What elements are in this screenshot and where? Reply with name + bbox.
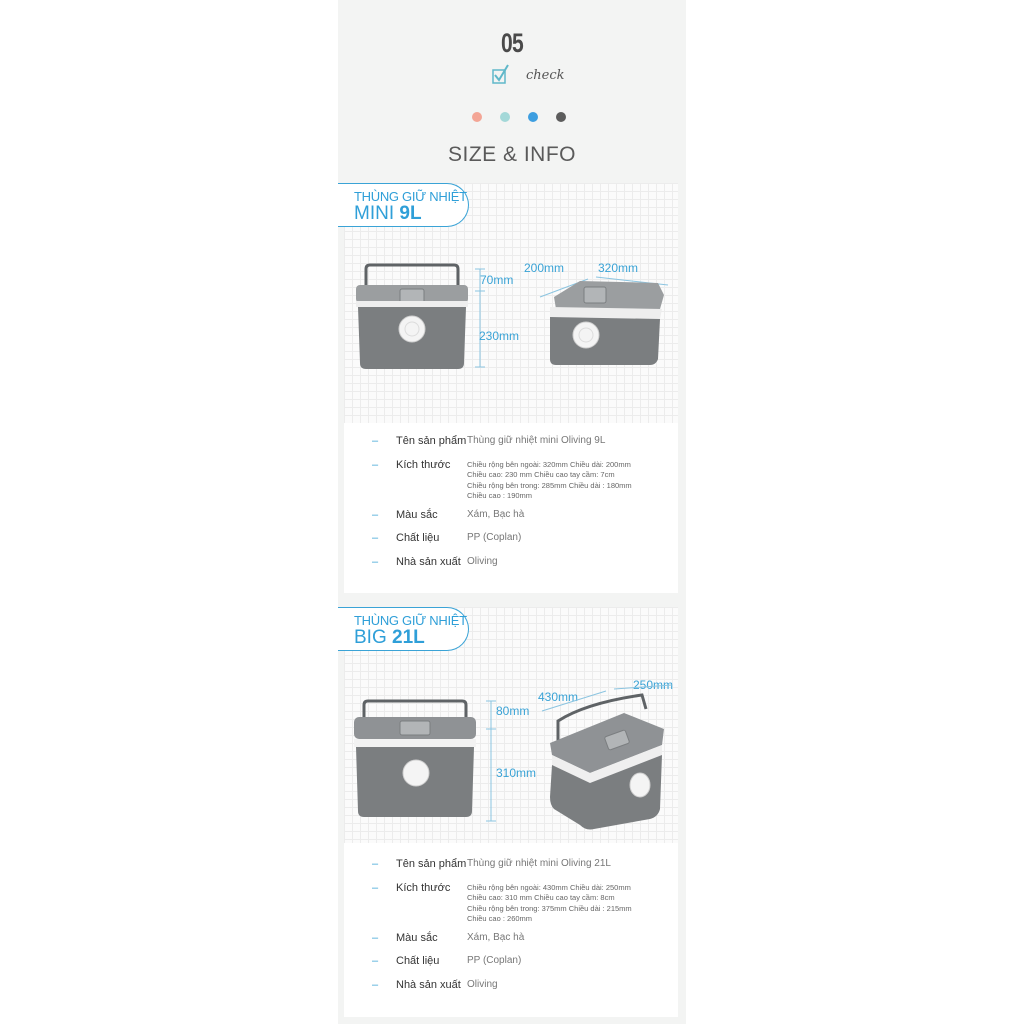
product-badge-big (338, 607, 469, 651)
cooler-front-view (352, 699, 482, 829)
color-dot-mint[interactable] (500, 112, 510, 122)
section-heading: SIZE & INFO (447, 143, 576, 166)
color-dot-gray[interactable] (556, 112, 566, 122)
width-label: 200mm (524, 261, 565, 275)
body-height-label: 310mm (496, 766, 537, 780)
badge-title: THÙNG GIỮ NHIỆT (354, 613, 467, 628)
badge-capacity: BIG 21L (354, 627, 425, 648)
check-label: check (526, 68, 565, 83)
cooler-front-view (354, 263, 474, 383)
height-measure-lines (486, 699, 496, 829)
badge-title: THÙNG GIỮ NHIỆT (354, 189, 467, 204)
length-label: 250mm (633, 678, 674, 692)
cooler-perspective-view (546, 279, 676, 379)
lid-height-label: 80mm (496, 704, 530, 718)
body-height-label: 230mm (479, 329, 520, 343)
cooler-perspective-view (546, 693, 676, 833)
product-detail-strip (338, 0, 686, 1024)
product-badge-mini (338, 183, 469, 227)
checkbox-check-icon (492, 64, 512, 86)
color-dot-blue[interactable] (528, 112, 538, 122)
length-label: 320mm (598, 261, 639, 275)
lid-height-label: 70mm (480, 273, 514, 287)
section-number: 05 (501, 28, 523, 58)
badge-capacity: MINI 9L (354, 203, 422, 224)
color-dot-coral[interactable] (472, 112, 482, 122)
width-label: 430mm (538, 690, 579, 704)
product-card-big: 80mm 310mm 430mm 250mm THÙNG GIỮ NHIỆT BIG 21L – Tên sản phẩm Thùng giữ nhiệt mini Oliving 21L – Kích thước Chiều rộng bên ngoài: 430mm Chiều dài: 250mm Chiều cao: 310 mm Chiều cao tay cầm: 8cm Chiều rộng bên trong: 375mm Chiều dài : 215mm Chiều cao : 260mm – Màu sắc Xám, Bạc hà – Chất liệu PP (Coplan) – Nhà sản xuất Oliving (344, 607, 678, 1017)
product-card-mini: 70mm 230mm 200mm 320mm THÙNG GIỮ NHIỆT MINI 9L – Tên sản phẩm Thùng giữ nhiệt mini Oliving 9L – Kích thước Chiều rộng bên ngoài: 320mm Chiều dài: 200mm Chiều cao: 230 mm Chiều cao tay cầm: 7cm Chiều rộng bên trong: 285mm Chiều dài : 180mm Chiều cao : 190mm – Màu sắc Xám, Bạc hà – Chất liệu PP (Coplan) – Nhà sản xuất Oliving (344, 183, 678, 593)
